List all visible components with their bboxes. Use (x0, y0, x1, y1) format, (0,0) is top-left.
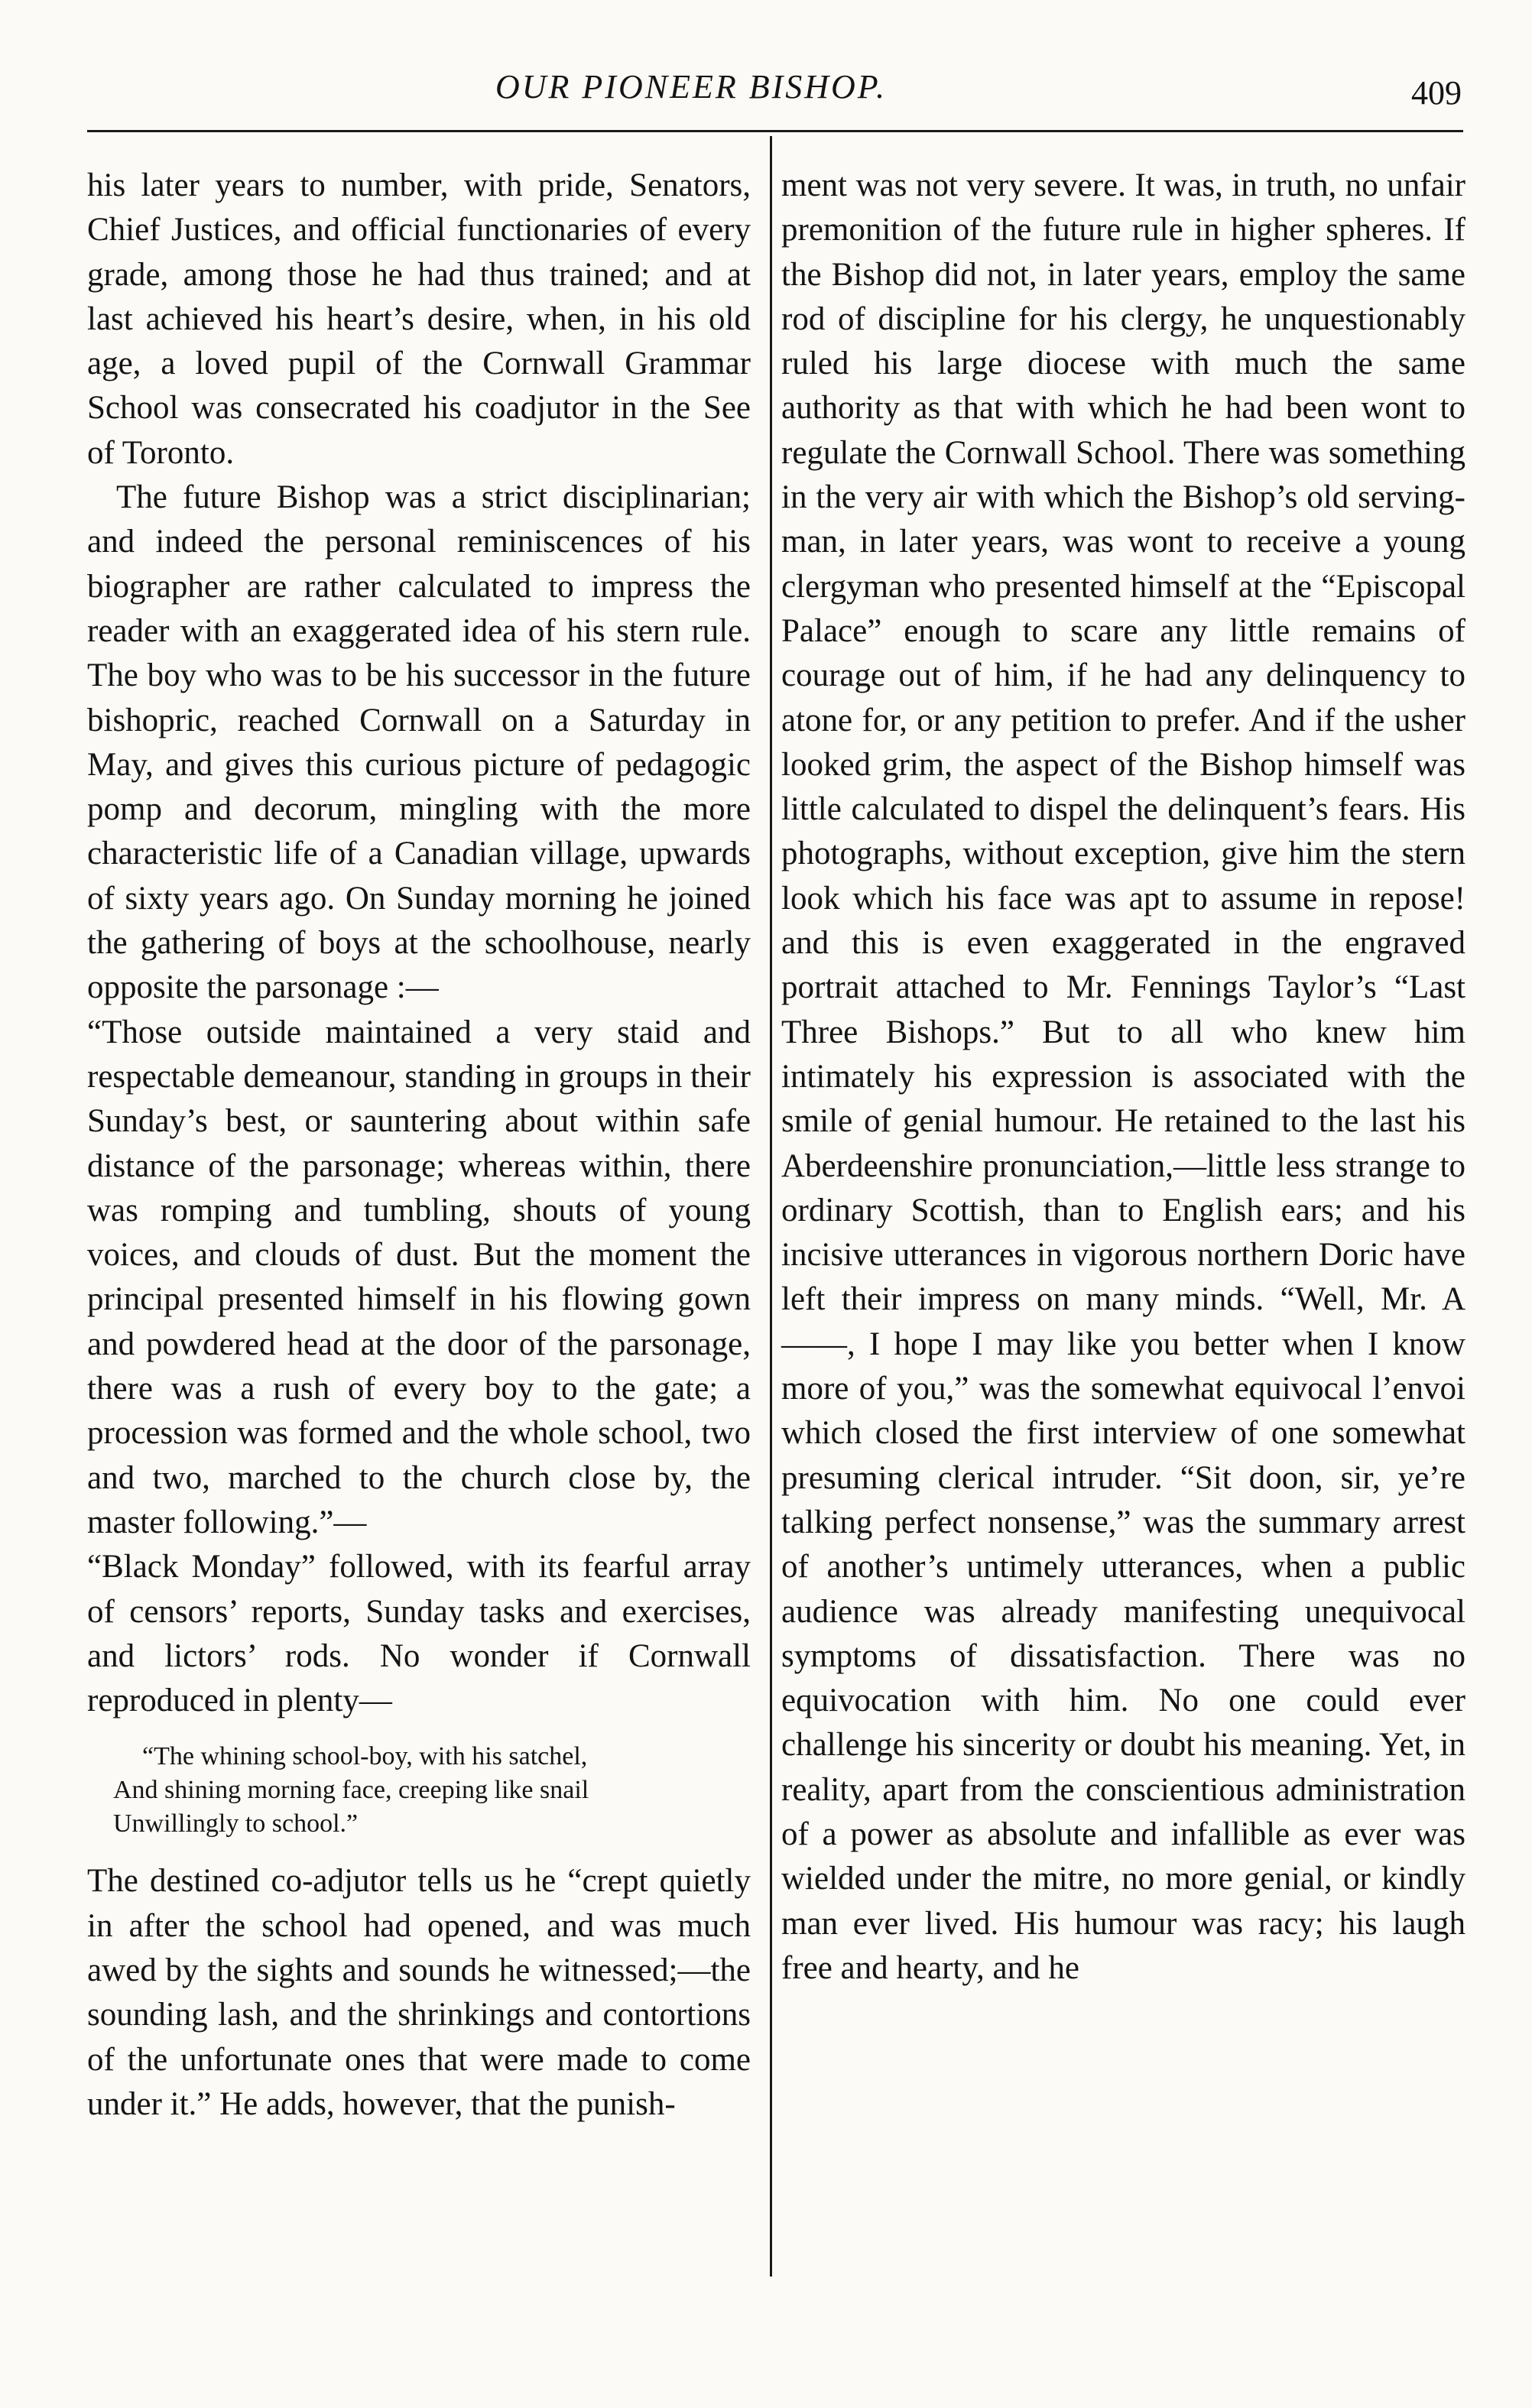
page-number: 409 (1411, 74, 1462, 112)
left-paragraph-3: “Those outside maintained a very staid and respectable demeanour, standing in groups in their Sunday’s best, or sauntering about within safe distance of the parsonage; whereas within, there was romping and tumbling, shouts of young voices, and clouds of dust. But the moment the principal presented himself in his flowing gown and powdered head at the door of the parsonage, there was a rush of every boy to the gate; a procession was formed and the whole school, two and two, marched to the church close by, the master following.”— (87, 1014, 751, 1540)
left-paragraph-4: “Black Monday” followed, with its fearful array of censors’ reports, Sunday tasks and exercises, and lictors’ rods. No wonder if Cornwall reproduced in plenty— (87, 1549, 751, 1719)
verse-line-3: Unwillingly to school.” (113, 1809, 359, 1838)
header-rule (87, 130, 1463, 132)
left-column (87, 164, 751, 2127)
right-paragraph-1: ment was not very severe. It was, in truth, no unfair premonition of the future rule in higher spheres. If the Bishop did not, in later years, employ the same rod of discipline for his clergy, he unquestionably ruled his large diocese with much the same authority as that with which he had been wont to regulate the Cornwall School. There was something in the very air with which the Bishop’s old serving-man, in later years, was wont to receive a young clergyman who presented himself at the “Episcopal Palace” enough to scare any little remains of courage out of him, if he had any delinquency to atone for, or any petition to prefer. And if the usher looked grim, the aspect of the Bishop himself was little calculated to dispel the delinquent’s fears. His photographs, without exception, give him the stern look which his face was apt to assume in repose! and this is even exaggerated in the engraved portrait attached to Mr. Fennings Taylor’s “Last Three Bishops.” But to all who knew him intimately his expression is associated with the smile of genial humour. He retained to the last his Aberdeenshire pronunciation,—little less strange to ordinary Scottish, than to English ears; and his incisive utterances in vigorous northern Doric have left their impress on many minds. “Well, Mr. A——, I hope I may like you better when I know more of you,” was the somewhat equivocal l’envoi which closed the first interview of one somewhat presuming clerical intruder. “Sit doon, sir, ye’re talking perfect nonsense,” was the summary arrest of another’s untimely utterances, when a public audience was already manifesting unequivocal symptoms of dissatisfaction. There was no equivocation with him. No one could ever challenge his sincerity or doubt his meaning. Yet, in reality, apart from the conscientious administration of a power as absolute and infallible as ever was wielded under the mitre, no more genial, or kindly man ever lived. His humour was racy; his laugh free and hearty, and he (781, 167, 1465, 1986)
column-divider (770, 136, 772, 2277)
left-paragraph-1: his later years to number, with pride, Senators, Chief Justices, and official functionaries of every grade, among those he had thus trained; and at last achieved his heart’s desire, when, in his old age, a loved pupil of the Cornwall Grammar School was consecrated his coadjutor in the See of Toronto. (87, 167, 751, 471)
verse-quotation (113, 1740, 751, 1841)
running-head: OUR PIONEER BISHOP. (495, 68, 887, 105)
left-paragraph-5: The destined co-adjutor tells us he “crept quietly in after the school had opened, and was much awed by the sights and sounds he witnessed;—the sounding lash, and the shrinkings and contortions of the unfortunate ones that were made to come under it.” He adds, however, that the punish- (87, 1863, 751, 2122)
verse-line-1: “The whining school-boy, with his satchel, (142, 1742, 588, 1771)
verse-line-2: And shining morning face, creeping like snail (113, 1776, 589, 1805)
left-paragraph-2: The future Bishop was a strict disciplinarian; and indeed the personal reminiscences of his biographer are rather calculated to impress the reader with an exaggerated idea of his stern rule. The boy who was to be his successor in the future bishopric, reached Cornwall on a Saturday in May, and gives this curious picture of pedagogic pomp and decorum, mingling with the more characteristic life of a Canadian village, upwards of sixty years ago. On Sunday morning he joined the gathering of boys at the schoolhouse, nearly opposite the parsonage :— (87, 479, 751, 1006)
right-column (781, 164, 1465, 1991)
